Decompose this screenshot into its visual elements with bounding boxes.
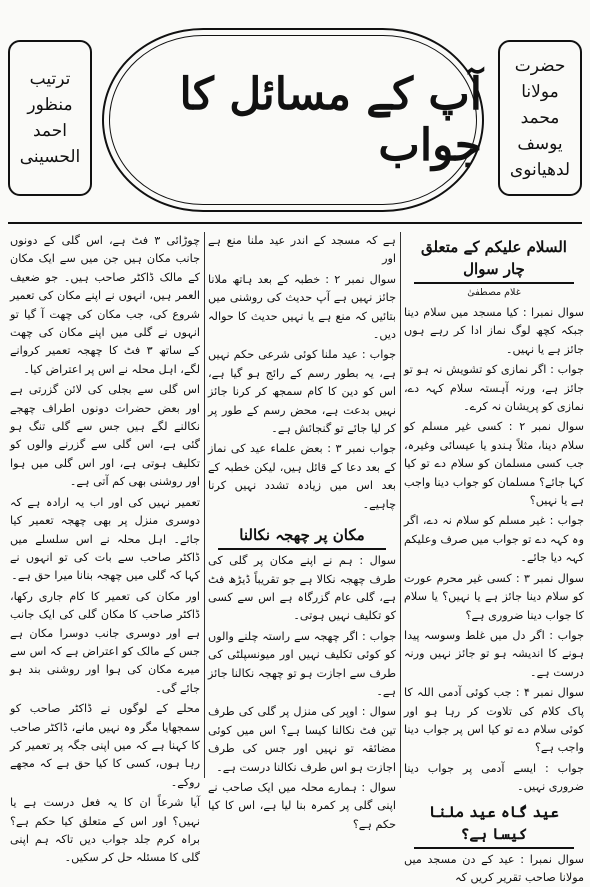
paragraph: محلے کے لوگوں نے ڈاکٹر صاحب کو سمجھایا مگر وہ نہیں مانے، ڈاکٹر صاحب کا کہنا ہے کہ میں اپنی جگہ پر تعمیر کر رہا ہوں، کسی کا کیا حق ہے کہ مجھے روکے۔ xyxy=(10,702,200,789)
column-divider-left xyxy=(204,232,205,778)
author-honorific: حضرت xyxy=(514,56,566,76)
section-title-salam: السلام علیکم کے متعلق چار سوال xyxy=(414,236,574,284)
page-title: آپ کے مسائل کا جواب xyxy=(179,69,482,171)
paragraph: جواب : ایسے آدمی پر جواب دینا ضروری نہیں۔ xyxy=(404,761,584,794)
section-title-eid: عید گاہ عید ملنا کیسا ہے؟ xyxy=(414,801,574,849)
paragraph: سوال : ہم نے اپنے مکان پر گلی کی طرف چھجہ نکالا ہے جو تقریباً ڈیڑھ فٹ ہے، گلی عام گزرگاہ ہے اس سے کسی کو تکلیف نہیں ہوتی۔ xyxy=(208,554,396,623)
section-title-chhajja: مکان پر چھجہ نکالنا xyxy=(218,524,386,550)
compiler-label: ترتیب xyxy=(29,69,71,89)
paragraph: جواب : اگر نمازی کو تشویش نہ ہو تو جائز ہے، ورنہ آہستہ سلام کہہ دے، نمازی کو پریشان نہ کرے۔ xyxy=(404,363,584,414)
paragraph: سوال : ہمارے محلہ میں ایک صاحب نے اپنی گلی پر کمرہ بنا لیا ہے، اس کا کیا حکم ہے؟ xyxy=(208,780,396,831)
column-left xyxy=(10,232,201,865)
paragraph: اس گلی سے بجلی کی لائن گزرتی ہے اور بعض حضرات دونوں اطراف چھجے نکالنے لگے ہیں جس سے گلی تنگ ہو گئی ہے، اس گلی سے گزرنے والوں کو تکلیف ہوتی ہے، اور اس گلی میں ہوا اور روشنی بھی کم آتی ہے۔ xyxy=(10,383,200,489)
paragraph: سوال نمبرا : کیا مسجد میں سلام دینا جبکہ کچھ لوگ نماز ادا کر رہے ہوں جائز ہے یا نہیں۔ xyxy=(404,306,584,356)
paragraph: جواب : اگر چھجہ سے راستہ چلنے والوں کو کوئی تکلیف نہیں اور میونسپلٹی کی طرف سے اجازت ہو تو چھجہ نکالنا جائز ہے۔ xyxy=(208,629,396,698)
paragraph: آیا شرعاً ان کا یہ فعل درست ہے یا نہیں؟ اور اس کے متعلق کیا حکم ہے؟ براہ کرم جلد جواب دیں تاکہ ہم اپنی گلی کا مسئلہ حل کر سکیں۔ xyxy=(10,796,200,865)
author-title: مولانا xyxy=(521,82,559,102)
author-nisba: لدھیانوی xyxy=(509,160,571,180)
paragraph: اور مکان کی تعمیر کا کام جاری رکھا، ڈاکٹر صاحب کا مکان گلی کی ایک جانب ہے اور دوسری جانب دوسرا مکان ہے جس کے مالک کو اعتراض ہے کہ اس سے میرے مکان کی ہوا اور روشنی بند ہو جائے گی۔ xyxy=(10,589,200,695)
section-byline-salam: غلام مصطفیٰ xyxy=(467,287,521,298)
compiler-box xyxy=(8,40,92,196)
title-inner-border xyxy=(109,35,477,205)
paragraph: تعمیر نہیں کی اور اب یہ ارادہ ہے کہ دوسری منزل پر بھی چھجہ تعمیر کیا جائے۔ اہل محلہ نے اس سلسلے میں ڈاکٹر صاحب سے بات کی تو انہوں نے کہا کہ گلی میں چھجہ بنانا میرا حق ہے۔ xyxy=(10,495,200,583)
paragraph: سوال نمبر ۲ : خطبہ کے بعد ہاتھ ملانا جائز نہیں ہے آپ حدیث کی روشنی میں بتائیں کہ منع ہے یا نہیں حدیث کا حوالہ دیں۔ xyxy=(208,272,397,342)
compiler-name-line2: الحسینی xyxy=(19,147,81,167)
paragraph: جواب : غیر مسلم کو سلام نہ دے، اگر وہ کہہ دے تو جواب میں صرف وعلیکم کہہ دیا جائے۔ xyxy=(404,514,584,565)
paragraph: ہے کہ مسجد کے اندر عید ملنا منع ہے اور xyxy=(208,234,396,266)
column-right xyxy=(404,232,584,884)
column-divider-right xyxy=(400,232,401,778)
paragraph: چوڑائی ۳ فٹ ہے، اس گلی کے دونوں جانب مکان ہیں جن میں سے ایک مکان کے مالک ڈاکٹر صاحب ہیں۔ جو ضعیف العمر ہیں، انہوں نے اپنے مکان کی تعمیر شروع کی، جب مکان کی چھت آ گیا تو انہوں نے گلی میں اپنے مکان کی چھت کے ساتھ ۳ فٹ کا چھجہ تعمیر کروانے لگے، اہل محلہ نے اس پر اعتراض کیا۔ xyxy=(10,234,201,376)
paragraph: جواب نمبر ۳ : بعض علماء عید کی نماز کے بعد دعا کے قائل ہیں، لیکن خطبہ کے بعد اس میں زیادہ تشدد نہیں کرنا چاہیے۔ xyxy=(208,442,397,511)
header-divider xyxy=(8,222,582,224)
paragraph: سوال نمبر ۳ : کسی غیر محرم عورت کو سلام دینا جائز ہے یا نہیں؟ یا سلام کا جواب دینا ضروری ہے؟ xyxy=(404,571,584,622)
title-frame xyxy=(102,28,484,212)
paragraph: جواب : عید ملنا کوئی شرعی حکم نہیں ہے، یہ بطور رسم کے رائج ہو گیا ہے، اس کو دین کا کام سمجھ کر کرنا جائز نہیں بدعت ہے، محض رسم کے طور پر کر لیا جائے تو گنجائش ہے۔ xyxy=(208,348,396,436)
paragraph: سوال : اوپر کی منزل پر گلی کی طرف تین فٹ نکالنا کیسا ہے؟ اس میں کوئی مضائقہ تو نہیں اور جس کی طرف اجازت ہو اس طرف نکالنا درست ہے۔ xyxy=(208,705,396,774)
column-middle xyxy=(208,232,397,831)
author-name: محمد یوسف xyxy=(517,108,563,154)
paragraph: سوال نمبرا : عید کے دن مسجد میں مولانا صاحب تقریر کریں کہ xyxy=(404,852,584,884)
author-box xyxy=(498,40,582,196)
compiler-name-line1: منظور احمد xyxy=(27,95,73,141)
paragraph: سوال نمبر ۲ : کسی غیر مسلم کو سلام دینا، مثلاً ہندو یا عیسائی وغیرہ، جب کسی مسلمان کو سلام دے تو کیا کہا جائے؟ مسلمان کو جواب دینا واجب ہے یا نہیں؟ xyxy=(404,420,584,508)
paragraph: سوال نمبر ۴ : جب کوئی آدمی اللہ کا پاک کلام کی تلاوت کر رہا ہو اور کوئی سلام دے تو کیا اس پر جواب دینا واجب ہے؟ xyxy=(404,686,584,755)
paragraph: جواب : اگر دل میں غلط وسوسہ پیدا ہونے کا اندیشہ ہو تو جائز نہیں ورنہ درست ہے۔ xyxy=(404,628,584,679)
